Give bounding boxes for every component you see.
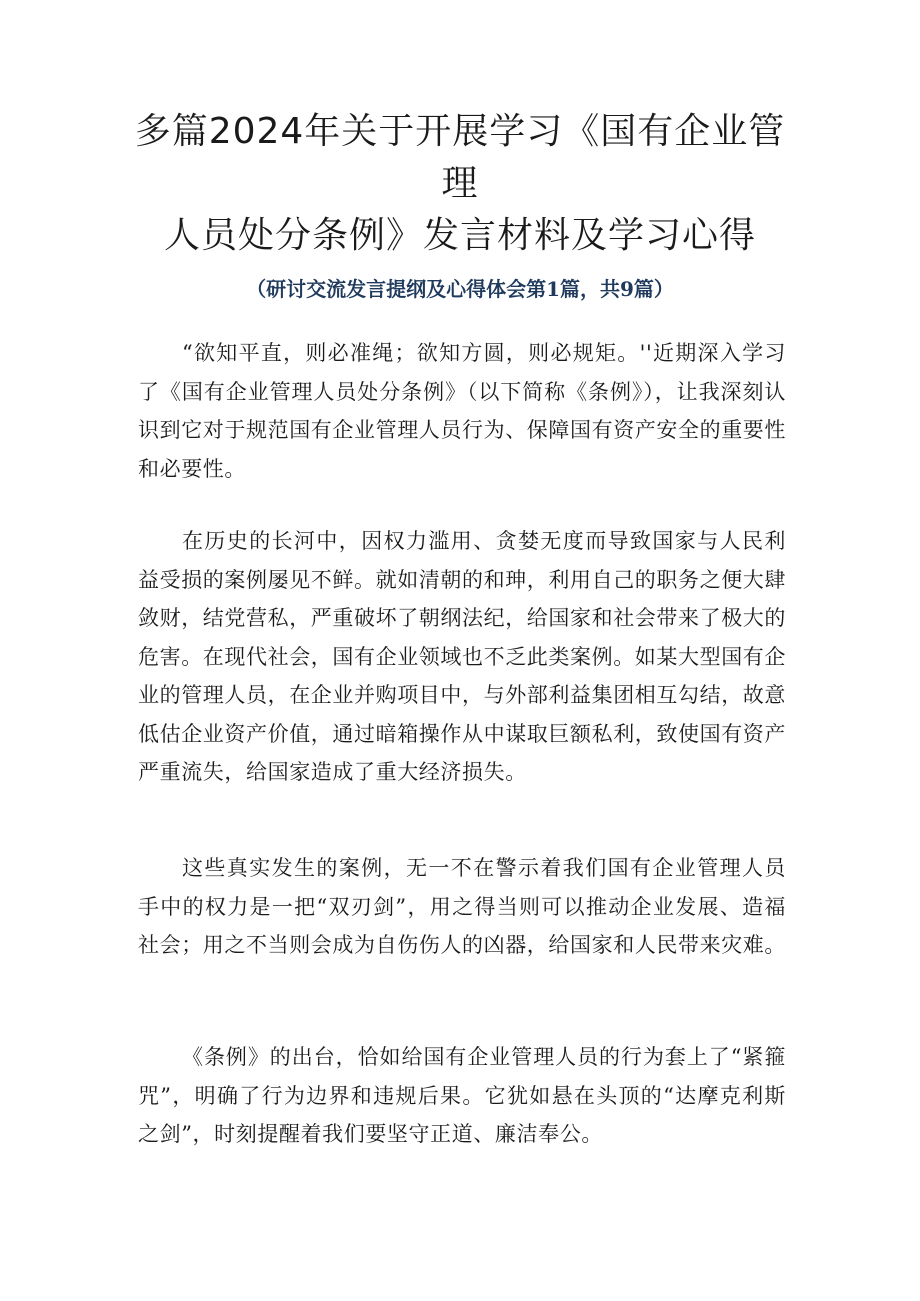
paragraph-4: 《条例》的出台，恰如给国有企业管理人员的行为套上了“紧箍咒”，明确了行为边界和违规后果。它犹如悬在头顶的“达摩克利斯之剑”，时刻提醒着我们要坚守正道、廉洁奉公。 bbox=[138, 1045, 786, 1146]
title-line-1: 多篇2024年关于开展学习《国有企业管理 bbox=[134, 111, 786, 204]
document-subtitle: （研讨交流发言提纲及心得体会第1篇，共9篇） bbox=[246, 277, 674, 301]
paragraph-3: 这些真实发生的案例，无一不在警示着我们国有企业管理人员手中的权力是一把“双刃剑”，用之得当则可以推动企业发展、造福社会；用之不当则会成为自伤伤人的凶器，给国家和人民带来灾难。 bbox=[138, 856, 786, 957]
paragraph-1: “欲知平直，则必准绳；欲知方圆，则必规矩。''近期深入学习了《国有企业管理人员处分条例》（以下简称《条例》），让我深刻认识到它对于规范国有企业管理人员行为、保障国有资产安全的重要性和必要性。 bbox=[138, 341, 786, 481]
paragraph-2: 在历史的长河中，因权力滥用、贪婪无度而导致国家与人民利益受损的案例屡见不鲜。就如清朝的和珅，利用自己的职务之便大肆敛财，结党营私，严重破坏了朝纲法纪，给国家和社会带来了极大的危害。在现代社会，国有企业领域也不乏此类案例。如某大型国有企业的管理人员，在企业并购项目中，与外部利益集团相互勾结，故意低估企业资产价值，通过暗箱操作从中谋取巨额私利，致使国有资产严重流失，给国家造成了重大经济损失。 bbox=[138, 529, 786, 784]
document-title bbox=[120, 106, 800, 262]
title-line-2: 人员处分条例》发言材料及学习心得 bbox=[163, 215, 756, 256]
